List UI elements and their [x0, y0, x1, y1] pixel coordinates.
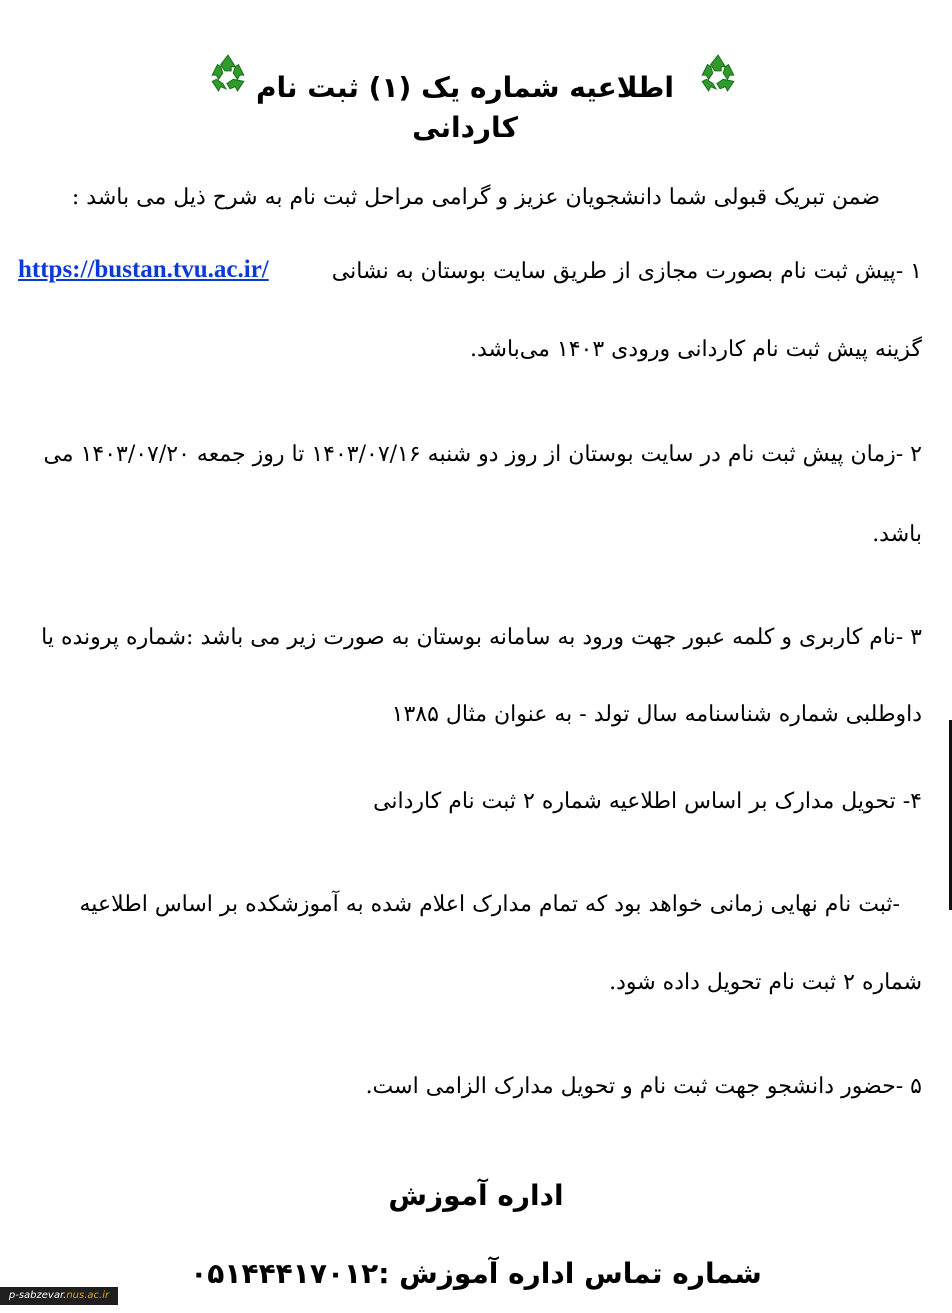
watermark-accent: nus.ac.ir: [66, 1290, 110, 1301]
step3-text: ۳ -نام کاربری و کلمه عبور جهت ورود به سامانه بوستان به صورت زیر می باشد :شماره پرونده یا: [41, 625, 922, 650]
step2-continuation: باشد.: [872, 522, 922, 547]
bustan-link[interactable]: https://bustan.tvu.ac.ir/: [18, 256, 269, 283]
site-watermark: [0, 1287, 118, 1305]
intro-text: ضمن تبریک قبولی شما دانشجویان عزیز و گرامی مراحل ثبت نام به شرح ذیل می باشد :: [71, 185, 880, 210]
recycle-icon: [697, 52, 739, 94]
watermark-prefix: p-sabzevar.: [8, 1290, 67, 1301]
page-title: اطلاعیه شماره یک (۱) ثبت نام کاردانی: [256, 71, 674, 144]
step3-continuation: داوطلبی شماره شناسنامه سال تولد - به عنوان مثال ۱۳۸۵: [391, 702, 922, 727]
contact-phone: شماره تماس اداره آموزش :۰۵۱۴۴۴۱۷۰۱۲: [190, 1257, 762, 1290]
final-registration-note: -ثبت نام نهایی زمانی خواهد بود که تمام مدارک اعلام شده به آموزشکده بر اساس اطلاعیه: [79, 892, 900, 917]
title-row: [0, 48, 952, 144]
step2-text: ۲ -زمان پیش ثبت نام در سایت بوستان از روز دو شنبه ۱۴۰۳/۰۷/۱۶ تا روز جمعه ۱۴۰۳/۰۷/۲۰ می: [43, 442, 922, 467]
final-registration-note-continuation: شماره ۲ ثبت نام تحویل داده شود.: [609, 970, 922, 995]
step1-continuation: گزینه پیش ثبت نام کاردانی ورودی ۱۴۰۳ می‌باشد.: [470, 337, 922, 362]
education-office-label: اداره آموزش: [388, 1179, 564, 1212]
step5-text: ۵ -حضور دانشجو جهت ثبت نام و تحویل مدارک الزامی است.: [365, 1074, 922, 1099]
step1-text: ۱ -پیش ثبت نام بصورت مجازی از طریق سایت بوستان به نشانی: [331, 259, 922, 284]
bustan-link-container: [18, 250, 269, 292]
step4-text: ۴- تحویل مدارک بر اساس اطلاعیه شماره ۲ ثبت نام کاردانی: [373, 789, 922, 814]
recycle-icon: [207, 52, 249, 94]
